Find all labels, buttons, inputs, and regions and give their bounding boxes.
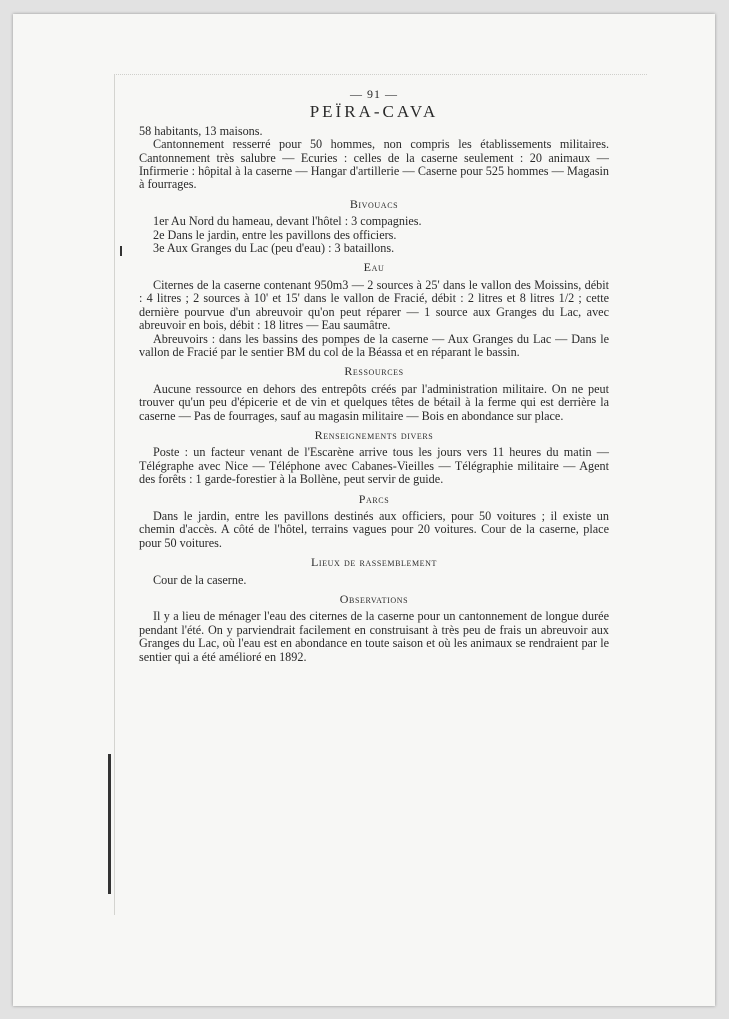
section-heading-eau: Eau [363, 260, 385, 275]
bivouac-item: 3e Aux Granges du Lac (peu d'eau) : 3 bataillons. [153, 241, 395, 256]
intro-paragraph: Cantonnement resserré pour 50 hommes, non compris les établissements militaires. Cantonnement très salubre — Ecuries : celles de la caserne seulement : 20 animaux — Infirmerie : hôpital à la caserne — Hangar d'artillerie — Caserne pour 525 hommes — Magasin à fourrages. [139, 137, 609, 192]
observations-paragraph: Il y a lieu de ménager l'eau des citernes de la caserne pour un cantonnement de longue durée pendant l'été. On y parviendrait facilement en construisant à très peu de frais un abreuvoir aux Granges du Lac, où l'eau est en abondance en toute saison et où les animaux se rendraient par le sentier qui a été amélioré en 1892. [139, 609, 609, 664]
eau-paragraph: Citernes de la caserne contenant 950m3 — 2 sources à 25' dans le vallon des Moissins, débit : 4 litres ; 2 sources à 10' et 15' dans le vallon de Fracié, débit : 2 litres et 8 litres 1/2 ; cette dernière pourvue d'un abreuvoir qu'on peut réparer — 1 source aux Granges du Lac, avec abreuvoir en bois, débit : 18 litres — Eau saumâtre. [139, 277, 609, 333]
section-heading-parcs: Parcs [358, 491, 390, 506]
section-heading-bivouacs: Bivouacs [349, 196, 399, 211]
binding-mark-small [120, 246, 122, 256]
page-number: — 91 — [350, 87, 398, 101]
page-content [139, 88, 609, 664]
bivouac-item: 2e Dans le jardin, entre les pavillons des officiers. [153, 227, 397, 242]
section-heading-ressources: Ressources [344, 364, 404, 379]
parcs-paragraph: Dans le jardin, entre les pavillons destinés aux officiers, pour 50 voitures ; il existe un chemin d'accès. A côté de l'hôtel, terrains vagues pour 20 voitures. Cour de la caserne, place pour 50 voitures. [139, 508, 609, 550]
section-heading-renseignements: Renseignements divers [314, 427, 434, 442]
bivouac-item: 1er Au Nord du hameau, devant l'hôtel : 3 compagnies. [153, 214, 422, 229]
rassemblement-paragraph: Cour de la caserne. [153, 572, 247, 587]
page-title: PEÏRA-CAVA [309, 102, 439, 122]
ressources-paragraph: Aucune ressource en dehors des entrepôts créés par l'administration militaire. On ne peut trouver qu'un peu d'épicerie et de vin et quelques têtes de bétail à la ferme qui est derrière la caserne — Pas de fourrages, sauf au magasin militaire — Bois en abondance sur place. [139, 381, 609, 423]
renseignements-paragraph: Poste : un facteur venant de l'Escarène arrive tous les jours vers 11 heures du matin — Télégraphe avec Nice — Téléphone avec Cabanes-Vieilles — Télégraphie militaire — Agent des forêts : 1 garde-forestier à la Bollène, peut servir de guide. [139, 445, 609, 487]
section-heading-rassemblement: Lieux de rassemblement [310, 555, 438, 570]
intro-line: 58 habitants, 13 maisons. [139, 123, 263, 138]
abreuvoirs-paragraph: Abreuvoirs : dans les bassins des pompes de la caserne — Aux Granges du Lac — Dans le vallon de Fracié par le sentier BM du col de la Béassa et en réparant le bassin. [139, 331, 609, 359]
section-heading-observations: Observations [339, 592, 409, 606]
binding-mark [108, 754, 111, 894]
